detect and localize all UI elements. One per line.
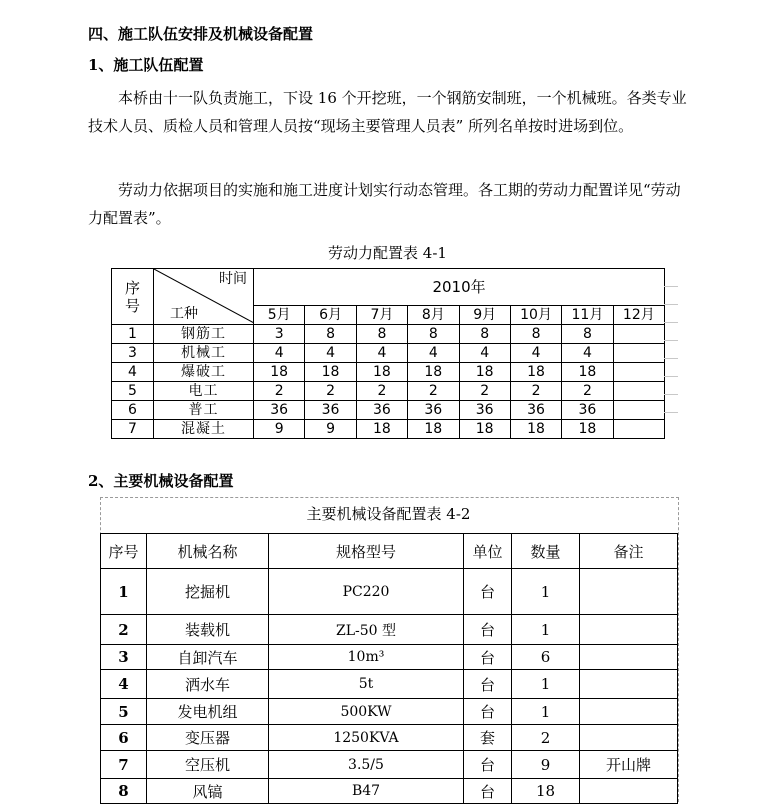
labor-value: 4 xyxy=(305,344,356,363)
labor-month-2: 7月 xyxy=(356,306,407,325)
mach-spec: 1250KVA xyxy=(269,725,464,751)
mach-unit: 套 xyxy=(464,725,512,751)
labor-value: 18 xyxy=(408,363,459,382)
mach-header-0: 序号 xyxy=(101,534,147,569)
labor-value: 8 xyxy=(408,325,459,344)
labor-value: 4 xyxy=(459,344,510,363)
mach-spec: 5t xyxy=(269,670,464,699)
labor-row xyxy=(112,325,665,344)
mach-qty: 1 xyxy=(512,670,580,699)
mach-row xyxy=(101,670,678,699)
labor-value: 8 xyxy=(459,325,510,344)
mach-name: 变压器 xyxy=(147,725,269,751)
labor-value: 2 xyxy=(459,382,510,401)
labor-row xyxy=(112,344,665,363)
subsection-heading-2: 2、主要机械设备配置 xyxy=(88,472,234,490)
labor-value: 18 xyxy=(510,420,561,439)
mach-row xyxy=(101,615,678,645)
labor-value: 2 xyxy=(356,382,407,401)
mach-name: 发电机组 xyxy=(147,699,269,725)
labor-value: 8 xyxy=(562,325,613,344)
mach-header-1: 机械名称 xyxy=(147,534,269,569)
labor-value xyxy=(613,382,664,401)
mach-unit: 台 xyxy=(464,645,512,670)
mach-unit: 台 xyxy=(464,670,512,699)
labor-value: 9 xyxy=(254,420,305,439)
labor-value: 18 xyxy=(356,363,407,382)
mach-spec: B47 xyxy=(269,779,464,804)
labor-header-year: 2010年 xyxy=(254,269,665,306)
labor-value: 2 xyxy=(305,382,356,401)
mach-name: 风镐 xyxy=(147,779,269,804)
labor-month-6: 11月 xyxy=(562,306,613,325)
labor-value: 36 xyxy=(510,401,561,420)
mach-seq: 7 xyxy=(101,751,147,779)
machinery-table xyxy=(100,533,678,804)
mach-header-4: 数量 xyxy=(512,534,580,569)
mach-unit: 台 xyxy=(464,569,512,615)
mach-header-5: 备注 xyxy=(580,534,678,569)
labor-value: 2 xyxy=(510,382,561,401)
mach-name: 自卸汽车 xyxy=(147,645,269,670)
mach-note xyxy=(580,699,678,725)
labor-value: 4 xyxy=(254,344,305,363)
mach-spec: ZL-50 型 xyxy=(269,615,464,645)
mach-qty: 2 xyxy=(512,725,580,751)
labor-header-seq: 序号 xyxy=(112,269,154,325)
mach-row xyxy=(101,569,678,615)
mach-note xyxy=(580,645,678,670)
labor-seq: 1 xyxy=(112,325,154,344)
labor-value: 2 xyxy=(408,382,459,401)
mach-name: 装载机 xyxy=(147,615,269,645)
labor-value: 4 xyxy=(562,344,613,363)
mach-row xyxy=(101,779,678,804)
mach-row xyxy=(101,725,678,751)
mach-unit: 台 xyxy=(464,779,512,804)
labor-row xyxy=(112,382,665,401)
mach-seq: 8 xyxy=(101,779,147,804)
labor-value: 18 xyxy=(510,363,561,382)
mach-seq: 6 xyxy=(101,725,147,751)
mach-seq: 1 xyxy=(101,569,147,615)
mach-note xyxy=(580,779,678,804)
labor-value xyxy=(613,420,664,439)
labor-type: 普工 xyxy=(154,401,254,420)
labor-value: 4 xyxy=(356,344,407,363)
mach-qty: 18 xyxy=(512,779,580,804)
mach-qty: 1 xyxy=(512,569,580,615)
labor-value: 18 xyxy=(305,363,356,382)
labor-month-5: 10月 xyxy=(510,306,561,325)
mach-row xyxy=(101,699,678,725)
mach-qty: 9 xyxy=(512,751,580,779)
mach-spec: 10m³ xyxy=(269,645,464,670)
labor-value xyxy=(613,401,664,420)
labor-month-1: 6月 xyxy=(305,306,356,325)
labor-value: 3 xyxy=(254,325,305,344)
labor-value: 18 xyxy=(408,420,459,439)
labor-value: 2 xyxy=(254,382,305,401)
labor-value: 18 xyxy=(356,420,407,439)
labor-header-diagonal xyxy=(154,269,254,325)
mach-note xyxy=(580,615,678,645)
mach-seq: 3 xyxy=(101,645,147,670)
labor-value: 36 xyxy=(305,401,356,420)
labor-value: 8 xyxy=(510,325,561,344)
labor-value: 18 xyxy=(254,363,305,382)
labor-value: 36 xyxy=(408,401,459,420)
labor-value xyxy=(613,325,664,344)
mach-unit: 台 xyxy=(464,751,512,779)
labor-value: 8 xyxy=(305,325,356,344)
mach-qty: 1 xyxy=(512,615,580,645)
mach-name: 洒水车 xyxy=(147,670,269,699)
labor-value: 8 xyxy=(356,325,407,344)
mach-qty: 1 xyxy=(512,699,580,725)
labor-value: 4 xyxy=(408,344,459,363)
labor-value: 36 xyxy=(254,401,305,420)
labor-seq: 7 xyxy=(112,420,154,439)
grid-extension xyxy=(664,268,678,432)
labor-value: 18 xyxy=(562,420,613,439)
mach-header-2: 规格型号 xyxy=(269,534,464,569)
mach-name: 空压机 xyxy=(147,751,269,779)
labor-value: 2 xyxy=(562,382,613,401)
labor-seq: 4 xyxy=(112,363,154,382)
labor-value: 9 xyxy=(305,420,356,439)
mach-seq: 4 xyxy=(101,670,147,699)
labor-header-time: 时间 xyxy=(219,271,247,287)
mach-unit: 台 xyxy=(464,699,512,725)
section-heading: 四、施工队伍安排及机械设备配置 xyxy=(88,25,314,43)
labor-value: 18 xyxy=(459,420,510,439)
labor-header-type: 工种 xyxy=(170,306,198,322)
labor-value: 18 xyxy=(459,363,510,382)
mach-note xyxy=(580,725,678,751)
mach-seq: 2 xyxy=(101,615,147,645)
mach-header-3: 单位 xyxy=(464,534,512,569)
labor-month-3: 8月 xyxy=(408,306,459,325)
labor-value: 36 xyxy=(562,401,613,420)
mach-row xyxy=(101,751,678,779)
paragraph-1: 本桥由十一队负责施工，下设 16 个开挖班，一个钢筋安制班，一个机械班。各类专业技术人员、质检人员和管理人员按“现场主要管理人员表” 所列名单按时进场到位。 xyxy=(88,89,687,135)
mach-qty: 6 xyxy=(512,645,580,670)
labor-type: 爆破工 xyxy=(154,363,254,382)
mach-note xyxy=(580,569,678,615)
labor-month-7: 12月 xyxy=(613,306,664,325)
mach-name: 挖掘机 xyxy=(147,569,269,615)
mach-seq: 5 xyxy=(101,699,147,725)
labor-table xyxy=(111,268,665,439)
mach-spec: 500KW xyxy=(269,699,464,725)
paragraph-2: 劳动力依据项目的实施和施工进度计划实行动态管理。各工期的劳动力配置详见“劳动力配置表”。 xyxy=(88,181,681,227)
labor-month-0: 5月 xyxy=(254,306,305,325)
labor-seq: 3 xyxy=(112,344,154,363)
mach-spec: PC220 xyxy=(269,569,464,615)
labor-type: 机械工 xyxy=(154,344,254,363)
labor-row xyxy=(112,401,665,420)
labor-seq: 6 xyxy=(112,401,154,420)
labor-table-caption: 劳动力配置表 4-1 xyxy=(328,244,447,262)
machinery-table-caption: 主要机械设备配置表 4-2 xyxy=(306,505,471,523)
labor-type: 电工 xyxy=(154,382,254,401)
labor-value xyxy=(613,363,664,382)
mach-spec: 3.5/5 xyxy=(269,751,464,779)
labor-type: 混凝土 xyxy=(154,420,254,439)
labor-month-4: 9月 xyxy=(459,306,510,325)
labor-row xyxy=(112,420,665,439)
labor-seq: 5 xyxy=(112,382,154,401)
labor-type: 钢筋工 xyxy=(154,325,254,344)
subsection-heading-1: 1、施工队伍配置 xyxy=(88,56,204,74)
mach-note: 开山牌 xyxy=(580,751,678,779)
mach-note xyxy=(580,670,678,699)
labor-value: 36 xyxy=(356,401,407,420)
labor-value: 4 xyxy=(510,344,561,363)
mach-row xyxy=(101,645,678,670)
mach-unit: 台 xyxy=(464,615,512,645)
labor-value xyxy=(613,344,664,363)
labor-value: 36 xyxy=(459,401,510,420)
labor-value: 18 xyxy=(562,363,613,382)
labor-row xyxy=(112,363,665,382)
